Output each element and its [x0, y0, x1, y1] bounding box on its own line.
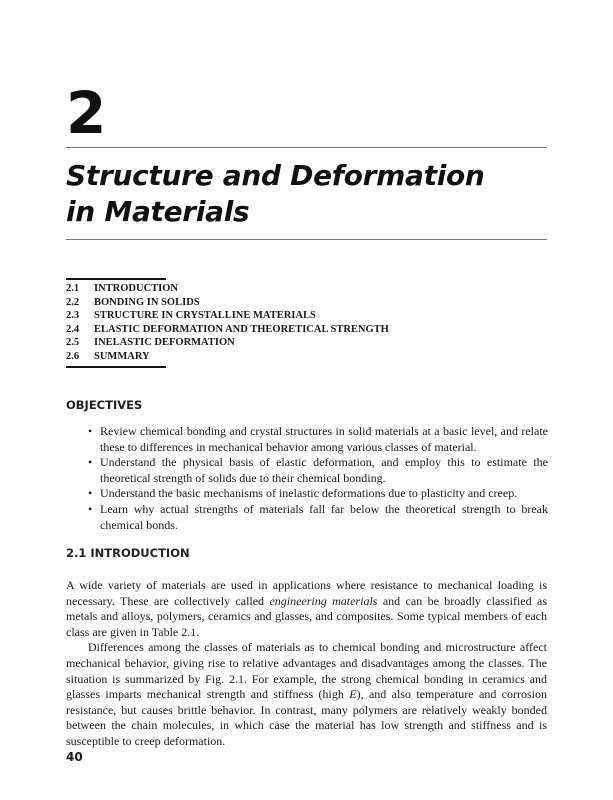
toc-item-label: INTRODUCTION [94, 283, 179, 294]
toc-item-number: 2.1 [66, 283, 80, 294]
toc-item[interactable] [66, 323, 486, 337]
objective-item: • Learn why actual strengths of materials fall far below the theoretical strength to break chemical bonds. [88, 502, 548, 533]
toc-item[interactable] [66, 336, 486, 350]
title-top-rule [66, 147, 547, 148]
toc-item[interactable] [66, 350, 486, 364]
objective-item: • Understand the basic mechanisms of inelastic deformations due to plasticity and creep. [88, 486, 548, 502]
paragraph-1 [66, 578, 547, 640]
toc-item-number: 2.5 [66, 337, 80, 349]
toc-item-number: 2.6 [66, 350, 80, 362]
p1-text-a: A wide variety of materials are used in applications where resistance to mechanical loading is necessary. These are collectively called [66, 578, 547, 608]
objectives-list [88, 424, 548, 533]
toc-item-label: SUMMARY [94, 350, 150, 362]
toc-item-number: 2.3 [66, 310, 80, 322]
toc-item[interactable] [66, 309, 486, 323]
objective-item: • Understand the physical basis of elastic deformation, and employ this to estimate the theoretical strength of solids due to their chemical bonding. [88, 455, 548, 486]
toc-item-label: ELASTIC DEFORMATION AND THEORETICAL STRENGTH [94, 323, 389, 335]
chapter-title [66, 158, 547, 230]
toc-bottom-bar [66, 366, 166, 368]
toc-item-number: 2.2 [66, 296, 80, 308]
toc-item-label: STRUCTURE IN CRYSTALLINE MATERIALS [94, 310, 316, 322]
chapter-title-line2: in Materials [66, 195, 250, 228]
p2-text-b: ), and also temperature and corrosion resistance, but causes brittle behavior. In contrast, many polymers are relatively weakly bonded between the chain molecules, in which case the material has low strength and stiffness and is susceptible to creep deformation. [66, 687, 547, 748]
paragraph-2 [66, 640, 547, 749]
section-body [66, 578, 547, 750]
objectives-heading: OBJECTIVES [66, 398, 143, 412]
p2-emphasis: E [349, 687, 357, 702]
p1-emphasis: engineering materials [269, 593, 378, 608]
toc-item-number: 2.4 [66, 323, 80, 335]
p1-text-b: and can be broadly classified as metals and alloys, polymers, ceramics and glasses, and composites. Some typical members of each class are given in Table 2.1. [66, 593, 547, 639]
p2-text-a: Differences among the classes of materials as to chemical bonding and microstructure affect mechanical behavior, giving rise to relative advantages and disadvantages among the classes. The situation is summarized by Fig. 2.1. For example, the strong chemical bonding in ceramics and glasses imparts mechanical strength and stiffness (high [66, 640, 547, 702]
toc-item-label: BONDING IN SOLIDS [94, 296, 200, 308]
toc-item-label: INELASTIC DEFORMATION [94, 337, 235, 349]
chapter-title-line1: Structure and Deformation [66, 159, 485, 192]
toc-top-bar [66, 278, 166, 280]
page-number: 40 [66, 750, 83, 764]
toc-item[interactable] [66, 282, 486, 296]
section-heading: 2.1 INTRODUCTION [66, 546, 190, 560]
chapter-number: 2 [66, 79, 107, 147]
table-of-contents [66, 282, 486, 364]
objective-item: • Review chemical bonding and crystal structures in solid materials at a basic level, and relate these to differences in mechanical behavior among various classes of material. [88, 424, 548, 455]
toc-item[interactable] [66, 296, 486, 310]
title-bottom-rule [66, 239, 547, 240]
